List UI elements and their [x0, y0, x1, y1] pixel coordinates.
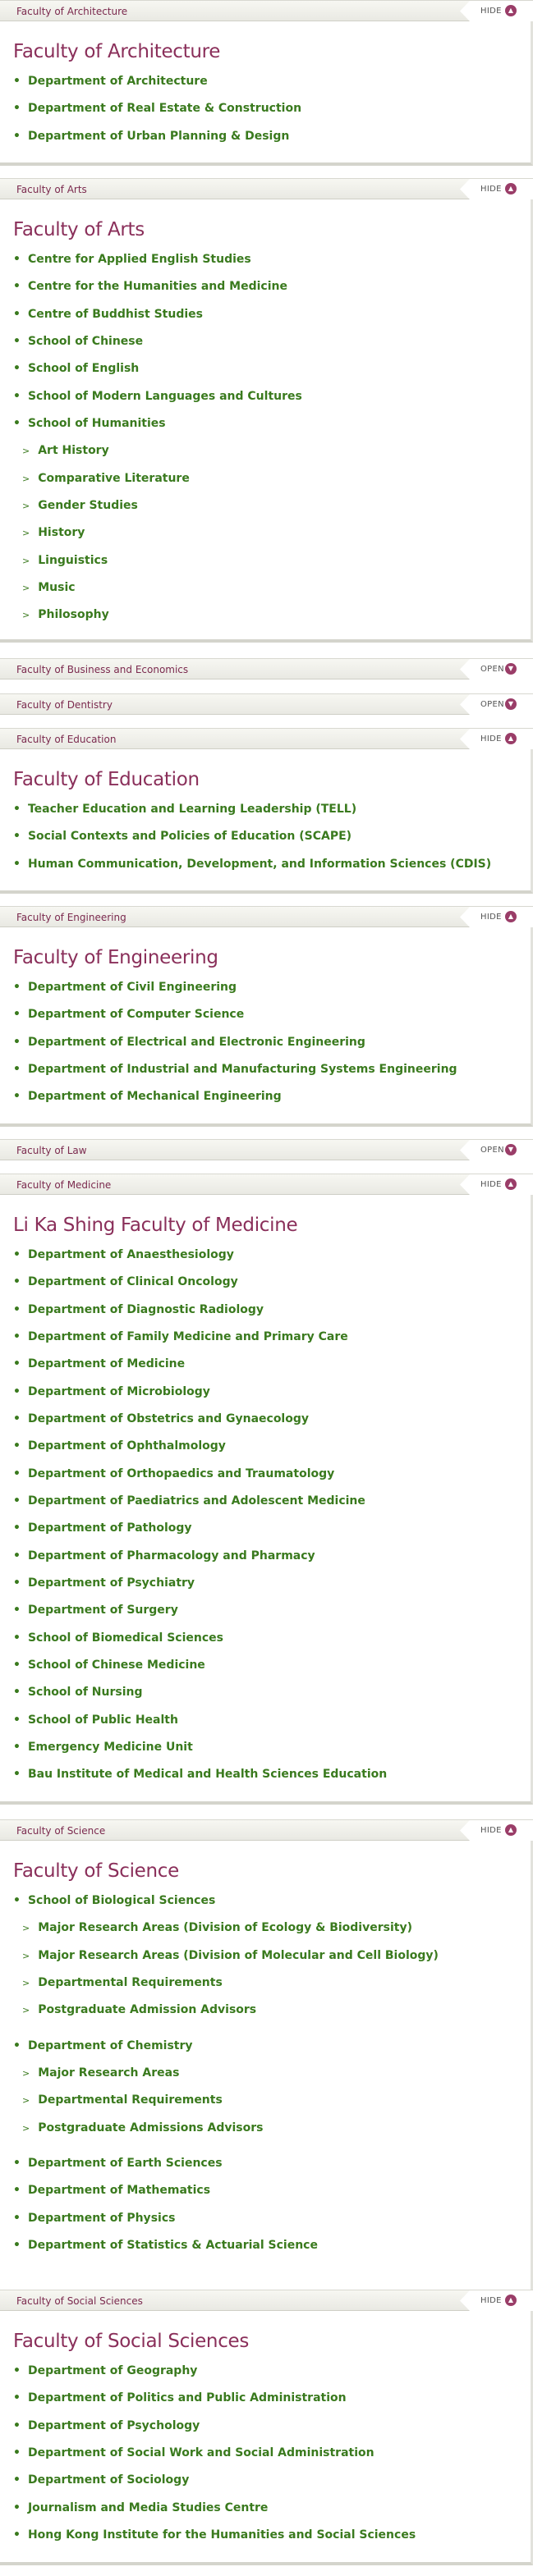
department-link[interactable]: • Centre of Buddhist Studies — [13, 308, 203, 321]
sub-department-link[interactable]: > Gender Studies — [22, 499, 138, 512]
open-toggle[interactable] — [460, 694, 533, 715]
department-link[interactable]: • Department of Urban Planning & Design — [13, 130, 289, 143]
faculty-law-bar[interactable] — [0, 1139, 533, 1160]
expand-icon: ▼ — [505, 1144, 517, 1155]
department-link[interactable]: • Centre for the Humanities and Medicine — [13, 280, 287, 293]
faculty-heading: Faculty of Architecture — [13, 41, 221, 62]
toggle-label: OPEN — [480, 665, 504, 674]
hide-toggle[interactable] — [460, 729, 533, 749]
department-link[interactable]: • Department of Medicine — [13, 1357, 185, 1370]
faculty-bar-title: Faculty of Engineering — [16, 912, 126, 923]
department-link[interactable]: • Department of Geography — [13, 2364, 197, 2377]
faculty-engineering-bar[interactable] — [0, 906, 533, 927]
toggle-label: HIDE — [480, 1826, 502, 1835]
department-link[interactable]: • Department of Mathematics — [13, 2184, 210, 2197]
department-link[interactable]: • Department of Chemistry — [13, 2039, 193, 2052]
faculty-bar-title: Faculty of Medicine — [16, 1179, 112, 1191]
department-link[interactable]: • Social Contexts and Policies of Education (SCAPE) — [13, 830, 352, 843]
department-link[interactable]: • Department of Clinical Oncology — [13, 1275, 238, 1288]
department-link[interactable]: • School of Chinese — [13, 335, 143, 348]
department-link[interactable]: • School of Chinese Medicine — [13, 1659, 205, 1672]
department-link[interactable]: • Department of Sociology — [13, 2473, 189, 2487]
faculty-bar-title: Faculty of Law — [16, 1145, 87, 1156]
toggle-label: OPEN — [480, 1146, 504, 1155]
faculty-education-panel — [0, 749, 533, 894]
faculty-social-sciences-bar[interactable] — [0, 2290, 533, 2311]
department-link[interactable]: • Journalism and Media Studies Centre — [13, 2501, 268, 2514]
department-link[interactable]: • Department of Earth Sciences — [13, 2157, 223, 2170]
collapse-icon: ▲ — [505, 1824, 517, 1836]
faculty-arts-bar[interactable] — [0, 178, 533, 199]
sub-department-link[interactable]: > Major Research Areas (Division of Molecular and Cell Biology) — [22, 1949, 439, 1962]
department-link[interactable]: • Hong Kong Institute for the Humanities and Social Sciences — [13, 2528, 416, 2542]
department-link[interactable]: • Department of Social Work and Social Administration — [13, 2446, 374, 2459]
expand-icon: ▼ — [505, 663, 517, 675]
department-link[interactable]: • Department of Psychology — [13, 2419, 200, 2432]
department-link[interactable]: • Department of Ophthalmology — [13, 1439, 226, 1453]
department-link[interactable]: • Emergency Medicine Unit — [13, 1741, 193, 1754]
faculty-social-sciences-panel — [0, 2311, 533, 2565]
sub-department-link[interactable]: > Departmental Requirements — [22, 1976, 223, 1989]
toggle-label: HIDE — [480, 734, 502, 744]
faculty-medicine-panel — [0, 1195, 533, 1805]
faculty-science-panel — [0, 1841, 533, 2300]
sub-department-link[interactable]: > Departmental Requirements — [22, 2093, 223, 2107]
faculty-bar-title: Faculty of Business and Economics — [16, 664, 189, 675]
department-link[interactable]: • Department of Real Estate & Construction — [13, 102, 301, 115]
faculty-bar-title: Faculty of Arts — [16, 184, 87, 195]
department-link[interactable]: • Bau Institute of Medical and Health Sciences Education — [13, 1768, 387, 1781]
faculty-bar-title: Faculty of Science — [16, 1825, 106, 1837]
faculty-heading: Faculty of Social Sciences — [13, 2331, 250, 2352]
department-link[interactable]: • Centre for Applied English Studies — [13, 253, 251, 266]
collapse-icon: ▲ — [505, 183, 517, 194]
faculty-business-bar[interactable] — [0, 658, 533, 679]
department-link[interactable]: • School of Public Health — [13, 1714, 178, 1727]
faculty-architecture-panel — [0, 21, 533, 166]
faculty-bar-title: Faculty of Architecture — [16, 6, 128, 17]
department-link[interactable]: • Department of Mechanical Engineering — [13, 1090, 282, 1103]
toggle-label: HIDE — [480, 185, 502, 194]
sub-department-link[interactable]: > Art History — [22, 444, 109, 457]
department-link[interactable]: • Department of Pharmacology and Pharmacy — [13, 1549, 315, 1563]
faculty-heading: Faculty of Education — [13, 769, 200, 790]
hide-toggle[interactable] — [460, 2290, 533, 2311]
faculty-bar-title: Faculty of Dentistry — [16, 699, 113, 711]
department-link[interactable]: • Department of Diagnostic Radiology — [13, 1303, 264, 1316]
department-link[interactable]: • School of English — [13, 362, 139, 375]
faculty-heading: Faculty of Arts — [13, 219, 145, 240]
department-link[interactable]: • Department of Family Medicine and Primary Care — [13, 1330, 348, 1343]
department-link[interactable]: • Teacher Education and Learning Leadership (TELL) — [13, 803, 356, 816]
collapse-icon: ▲ — [505, 1178, 517, 1190]
department-link[interactable]: • Department of Civil Engineering — [13, 981, 237, 994]
open-toggle[interactable] — [460, 1140, 533, 1160]
sub-department-link[interactable]: > Postgraduate Admissions Advisors — [22, 2121, 263, 2134]
department-link[interactable]: • Department of Obstetrics and Gynaecology — [13, 1412, 309, 1425]
department-link[interactable]: • Department of Pathology — [13, 1521, 192, 1535]
department-link[interactable]: • Department of Electrical and Electronic Engineering — [13, 1036, 365, 1049]
expand-icon: ▼ — [505, 698, 517, 710]
toggle-label: OPEN — [480, 700, 504, 709]
department-link[interactable]: • School of Biological Sciences — [13, 1894, 215, 1907]
department-link[interactable]: • Department of Architecture — [13, 75, 208, 88]
hide-toggle[interactable] — [460, 907, 533, 927]
faculty-bar-title: Faculty of Education — [16, 734, 117, 745]
hide-toggle[interactable] — [460, 1174, 533, 1195]
collapse-icon: ▲ — [505, 2295, 517, 2306]
department-link[interactable]: • Department of Paediatrics and Adolescent Medicine — [13, 1494, 365, 1508]
faculty-dentistry-bar[interactable] — [0, 693, 533, 715]
department-link[interactable]: • Department of Anaesthesiology — [13, 1248, 234, 1261]
department-link[interactable]: • School of Humanities — [13, 417, 166, 430]
faculty-science-bar[interactable] — [0, 1819, 533, 1841]
collapse-icon: ▲ — [505, 911, 517, 922]
faculty-engineering-panel — [0, 927, 533, 1127]
department-link[interactable]: • Human Communication, Development, and Information Sciences (CDIS) — [13, 858, 491, 871]
sub-department-link[interactable]: > History — [22, 526, 85, 539]
sub-department-link[interactable]: > Linguistics — [22, 554, 108, 567]
faculty-heading: Faculty of Science — [13, 1860, 180, 1882]
department-link[interactable]: • School of Biomedical Sciences — [13, 1631, 223, 1645]
hide-toggle[interactable] — [460, 179, 533, 199]
sub-department-link[interactable]: > Philosophy — [22, 608, 109, 621]
toggle-label: HIDE — [480, 1180, 502, 1189]
faculty-arts-panel — [0, 199, 533, 643]
faculty-architecture-bar[interactable] — [0, 0, 533, 21]
hide-toggle[interactable] — [460, 1820, 533, 1841]
toggle-label: HIDE — [480, 2296, 502, 2305]
faculty-education-bar[interactable] — [0, 728, 533, 749]
department-link[interactable]: • Department of Industrial and Manufacturing Systems Engineering — [13, 1063, 457, 1076]
department-link[interactable]: • Department of Microbiology — [13, 1385, 210, 1398]
department-link[interactable]: • School of Nursing — [13, 1686, 143, 1699]
faculty-heading: Li Ka Shing Faculty of Medicine — [13, 1215, 298, 1236]
toggle-label: HIDE — [480, 7, 502, 16]
department-link[interactable]: • Department of Psychiatry — [13, 1576, 195, 1590]
hide-toggle[interactable] — [460, 1, 533, 21]
department-link[interactable]: • School of Modern Languages and Cultures — [13, 390, 302, 403]
toggle-label: HIDE — [480, 913, 502, 922]
department-link[interactable]: • Department of Orthopaedics and Traumatology — [13, 1467, 334, 1480]
sub-department-link[interactable]: > Music — [22, 581, 76, 594]
collapse-icon: ▲ — [505, 733, 517, 744]
sub-department-link[interactable]: > Postgraduate Admission Advisors — [22, 2003, 256, 2016]
faculty-bar-title: Faculty of Social Sciences — [16, 2295, 143, 2307]
sub-department-link[interactable]: > Major Research Areas (Division of Ecology & Biodiversity) — [22, 1921, 412, 1934]
department-link[interactable]: • Department of Politics and Public Administration — [13, 2391, 347, 2404]
collapse-icon: ▲ — [505, 5, 517, 16]
department-link[interactable]: • Department of Surgery — [13, 1604, 178, 1617]
department-link[interactable]: • Department of Statistics & Actuarial Science — [13, 2239, 318, 2252]
faculty-medicine-bar[interactable] — [0, 1174, 533, 1195]
sub-department-link[interactable]: > Comparative Literature — [22, 472, 190, 485]
faculty-heading: Faculty of Engineering — [13, 947, 218, 968]
department-link[interactable]: • Department of Physics — [13, 2212, 175, 2225]
department-link[interactable]: • Department of Computer Science — [13, 1008, 244, 1021]
sub-department-link[interactable]: > Major Research Areas — [22, 2066, 179, 2080]
open-toggle[interactable] — [460, 659, 533, 679]
